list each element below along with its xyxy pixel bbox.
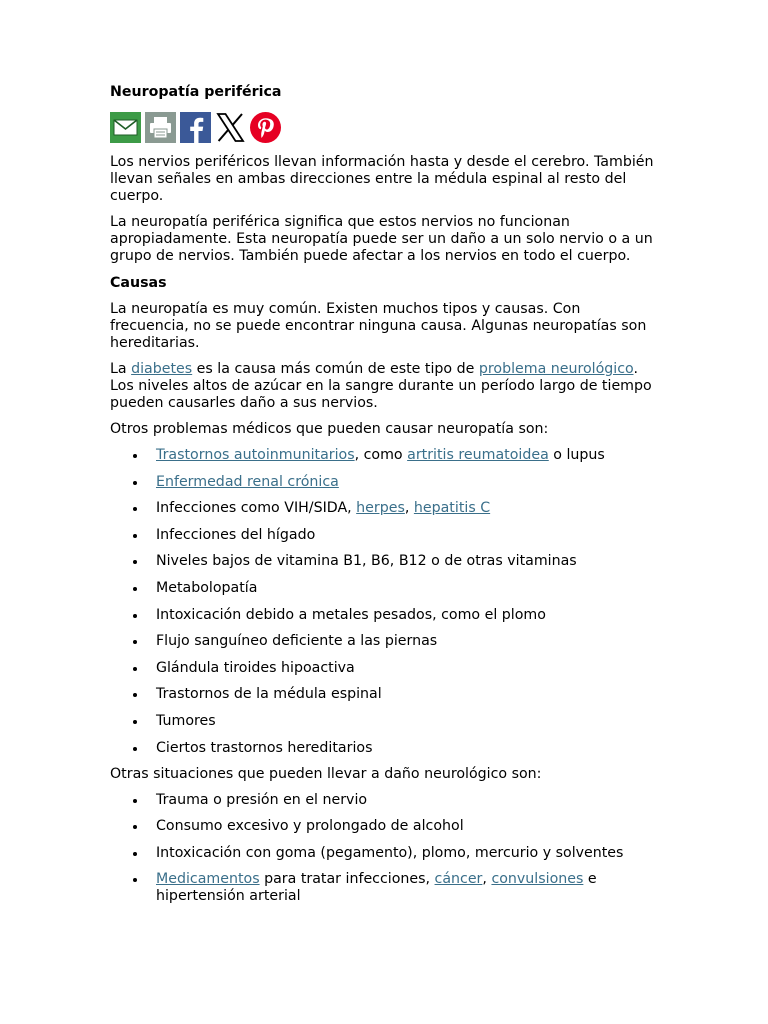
- share-toolbar: [110, 112, 658, 143]
- list-item: Trauma o presión en el nervio: [156, 792, 658, 809]
- print-icon[interactable]: [145, 112, 176, 143]
- x-icon[interactable]: [215, 112, 246, 143]
- link-medicamentos[interactable]: Medicamentos: [156, 871, 260, 888]
- link-cancer[interactable]: cáncer: [434, 871, 483, 888]
- causes-paragraph-2: [110, 361, 658, 412]
- link-artritis-reumatoidea[interactable]: artritis reumatoidea: [407, 447, 549, 463]
- list-item: Glándula tiroides hipoactiva: [156, 660, 658, 677]
- list-item: [156, 871, 658, 905]
- text: para tratar infecciones,: [259, 871, 435, 888]
- link-convulsiones[interactable]: convulsiones: [491, 871, 584, 888]
- list-item: Trastornos de la médula espinal: [156, 686, 658, 703]
- article: [110, 84, 658, 905]
- link-diabetes[interactable]: diabetes: [131, 361, 193, 377]
- text: ,: [404, 500, 414, 517]
- list-item: Flujo sanguíneo deficiente a las piernas: [156, 633, 658, 650]
- text: o lupus: [548, 447, 605, 463]
- list-item: Tumores: [156, 713, 658, 730]
- pinterest-icon[interactable]: [250, 112, 281, 143]
- list-item: Infecciones del hígado: [156, 527, 658, 544]
- link-herpes[interactable]: herpes: [356, 500, 405, 517]
- text: La: [110, 361, 132, 377]
- other-situations-list: [110, 792, 658, 906]
- link-trastornos-autoinmunitarios[interactable]: Trastornos autoinmunitarios: [156, 447, 355, 463]
- list-item: [156, 447, 658, 464]
- list-item: Niveles bajos de vitamina B1, B6, B12 o de otras vitaminas: [156, 553, 658, 570]
- list-item: [156, 474, 658, 491]
- text: es la causa más común de este tipo de: [192, 361, 479, 377]
- medical-causes-list: [110, 447, 658, 757]
- text: , como: [354, 447, 408, 463]
- list-item: Ciertos trastornos hereditarios: [156, 740, 658, 757]
- causes-paragraph-1: La neuropatía es muy común. Existen muchos tipos y causas. Con frecuencia, no se puede encontrar ninguna causa. Algunas neuropatías son hereditarias.: [110, 301, 647, 351]
- causes-paragraph-3: Otros problemas médicos que pueden causar neuropatía son:: [110, 421, 549, 437]
- list-item: Intoxicación con goma (pegamento), plomo, mercurio y solventes: [156, 845, 658, 862]
- facebook-icon[interactable]: [180, 112, 211, 143]
- list-item: Intoxicación debido a metales pesados, como el plomo: [156, 607, 658, 624]
- link-problema-neurologico[interactable]: problema neurológico: [478, 361, 634, 377]
- email-icon[interactable]: [110, 112, 141, 143]
- link-hepatitis-c[interactable]: hepatitis C: [413, 500, 491, 517]
- text: . Los niveles altos de azúcar en la sangre durante un período largo de tiempo pueden causarles daño a sus nervios.: [110, 361, 652, 411]
- list-item: [156, 500, 658, 517]
- causes-heading: Causas: [110, 275, 167, 291]
- list-item: Consumo excesivo y prolongado de alcohol: [156, 818, 658, 835]
- list-item: Metabolopatía: [156, 580, 658, 597]
- causes-paragraph-4: Otras situaciones que pueden llevar a daño neurológico son:: [110, 765, 542, 782]
- page-title: Neuropatía periférica: [110, 84, 282, 100]
- link-enfermedad-renal-cronica[interactable]: Enfermedad renal crónica: [156, 473, 339, 490]
- text: Infecciones como VIH/SIDA,: [156, 500, 357, 517]
- text: e hipertensión arterial: [156, 871, 597, 905]
- intro-paragraph-2: La neuropatía periférica significa que estos nervios no funcionan apropiadamente. Esta neuropatía puede ser un daño a un solo nervio o a un grupo de nervios. También puede afectar a los nervios en todo el cuerpo.: [110, 214, 653, 264]
- intro-paragraph-1: Los nervios periféricos llevan información hasta y desde el cerebro. También llevan señales en ambas direcciones entre la médula espinal al resto del cuerpo.: [110, 154, 654, 204]
- text: ,: [482, 871, 492, 888]
